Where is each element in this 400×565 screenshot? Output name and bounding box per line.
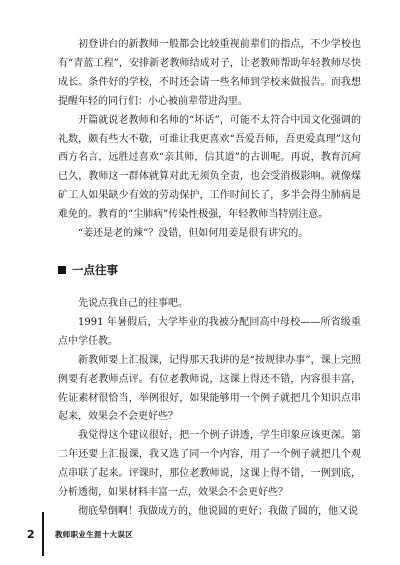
body-paragraph: “姜还是老的辣”？没错，但如何用姜是很有讲究的。 — [78, 228, 309, 240]
page-body — [58, 36, 361, 522]
square-bullet-icon — [58, 266, 66, 274]
section-heading — [58, 263, 361, 277]
section-heading-text: 一点往事 — [72, 262, 118, 277]
body-paragraph: 我觉得这个建议很好，把一个例子讲透，学生印象应该更深。第二年还要上汇报课，我又选了同一个内容，用了一个例子就把几个观点串联了起来。评课时，那位老教师说，这课上得不错，一例到底，分析透彻，如果材料丰富一点，效果会不会更好些？ — [58, 430, 361, 499]
running-title: 教师职业生涯十大误区 — [55, 529, 133, 539]
body-paragraph: 初登讲台的新教师一般都会比较重视前辈们的指点，不少学校也有“青蓝工程”，安排新老教师结成对子，让老教师帮助年轻教师尽快成长。条件好的学校，不时还会请一些名师到学校来做报告。而我想提醒年轻的同行们：小心被前辈带进沟里。 — [58, 39, 361, 107]
body-paragraph: 1991 年暑假后，大学毕业的我被分配回高中母校——所省级重点中学任教。 — [58, 316, 361, 347]
body-paragraph: 先说点我自己的往事吧。 — [78, 297, 188, 309]
page-footer — [27, 524, 133, 544]
body-paragraph: 开篇就说老教师和名师的“坏话”，可能不太符合中国文化强调的礼数，颇有些大不敬，可谁让我更喜欢“吾爱吾师，吾更爱真理”这句西方名言，远胜过喜欢“亲其师，信其道”的古训呢。再说，教育沉疴已久，教师这一群体就算对此无须负全责，也会受消极影响。就像煤矿工人如果缺少有效的劳动保护，工作时间长了，多半会得尘肺病是难免的。教育的“尘肺病”传染性极强，年轻教师当特别注意。 — [58, 114, 361, 221]
body-paragraph: 彻底晕倒啊！我做成方的，他说圆的更好；我做了圆的，他又说 — [78, 505, 358, 517]
body-paragraph: 新教师要上汇报课，记得那天我讲的是“按规律办事”，课上完照例要有老教师点评。有位老教师说，这课上得还不错，内容很丰富，佐证素材很恰当，举例很好，如果能够用一个例子就把几个知识点串起来，效果会不会更好些？ — [58, 354, 361, 423]
page-number: 2 — [27, 527, 35, 541]
